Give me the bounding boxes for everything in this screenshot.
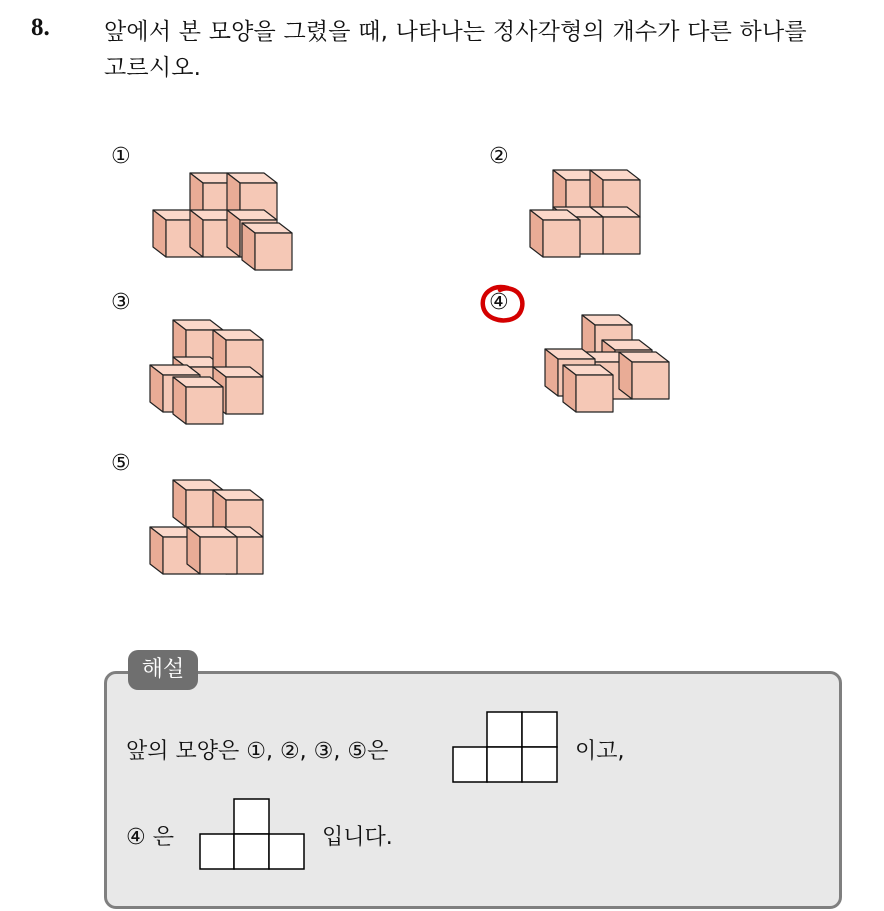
question-text [104,14,874,86]
option-2-label[interactable]: ② [489,144,509,169]
explanation-line-2-prefix: ④ 은 [126,825,174,850]
option-4-label[interactable]: ④ [489,290,509,315]
explanation-box [104,671,842,909]
front-view-grid-a [452,711,558,783]
option-3-label[interactable]: ③ [111,290,131,315]
explanation-line-1-suffix: 이고, [575,739,625,764]
question-number: 8. [31,14,50,41]
cube-figure-2 [520,160,670,275]
option-1-label[interactable]: ① [111,144,131,169]
question-line-2: 고르시오. [104,55,202,81]
cube [187,527,237,574]
cube [242,223,292,270]
cube-figure-3 [140,305,290,435]
cube [530,210,580,257]
explanation-line-2-suffix: 입니다. [322,825,393,850]
answer-mark-icon [478,282,528,326]
cube-figure-5 [140,465,290,580]
cube [173,377,223,424]
explanation-line-1-prefix: 앞의 모양은 ①, ②, ③, ⑤은 [126,739,389,764]
cube-figure-4 [536,305,686,420]
explanation-tag: 해설 [128,650,198,690]
cube [563,365,613,412]
cube [619,352,669,399]
front-view-grid-b [199,798,305,870]
question-line-1: 앞에서 본 모양을 그렸을 때, 나타나는 정사각형의 개수가 다른 하나를 [104,19,807,45]
option-5-label[interactable]: ⑤ [111,451,131,476]
cube-figure-1 [140,160,310,275]
